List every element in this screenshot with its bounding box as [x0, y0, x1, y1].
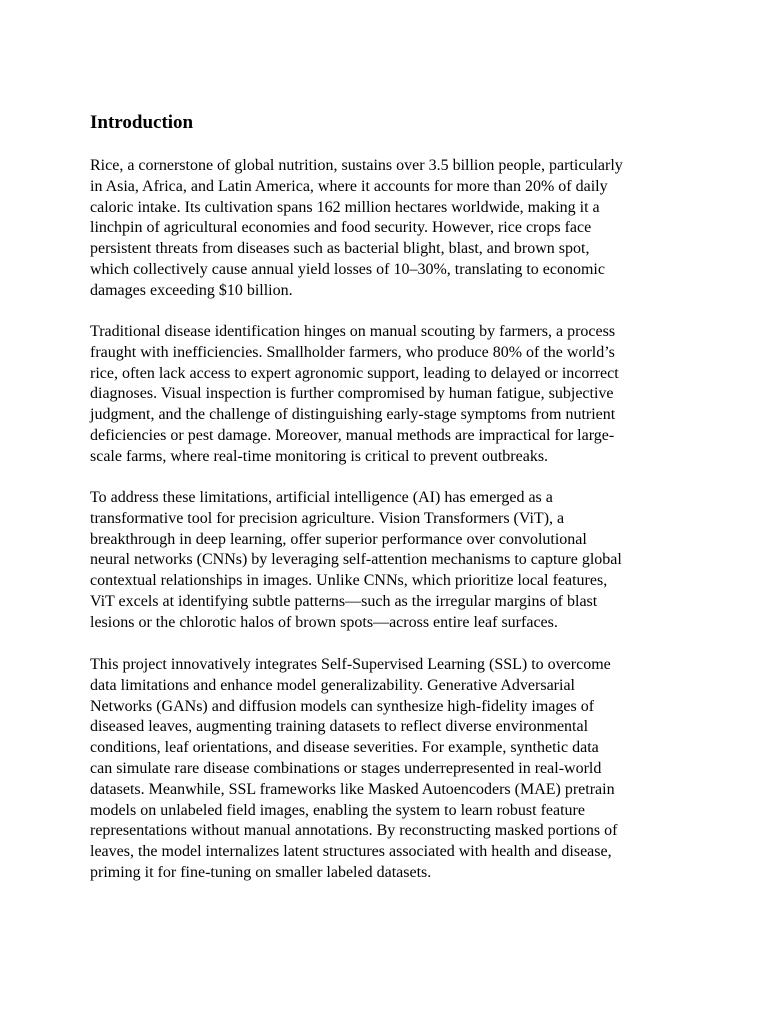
text-line: contextual relationships in images. Unlike CNNs, which prioritize local features, — [90, 572, 608, 590]
text-line: neural networks (CNNs) by leveraging self-attention mechanisms to capture global — [90, 551, 622, 569]
text-line: Rice, a cornerstone of global nutrition, sustains over 3.5 billion people, particularly — [90, 157, 623, 174]
text-line: persistent threats from diseases such as bacterial blight, blast, and brown spot, — [90, 240, 590, 258]
paragraph-3 — [90, 488, 622, 634]
text-line: deficiencies or pest damage. Moreover, manual methods are impractical for large- — [90, 426, 615, 444]
paragraph-1 — [90, 156, 623, 302]
text-line: which collectively cause annual yield losses of 10–30%, translating to economic — [90, 260, 605, 278]
text-line: Traditional disease identification hinges on manual scouting by farmers, a process — [90, 323, 616, 340]
text-line: ViT excels at identifying subtle patterns—such as the irregular margins of blast — [90, 592, 598, 610]
text-line: in Asia, Africa, and Latin America, where it accounts for more than 20% of daily — [90, 177, 608, 195]
text-line: models on unlabeled field images, enabling the system to learn robust feature — [90, 801, 585, 819]
text-line: datasets. Meanwhile, SSL frameworks like Masked Autoencoders (MAE) pretrain — [90, 780, 615, 798]
text-line: linchpin of agricultural economies and food security. However, rice crops face — [90, 219, 592, 237]
text-line: Networks (GANs) and diffusion models can synthesize high-fidelity images of — [90, 697, 595, 715]
text-line: transformative tool for precision agriculture. Vision Transformers (ViT), a — [90, 509, 565, 527]
section-heading: Introduction — [90, 112, 194, 133]
text-line: can simulate rare disease combinations or stages underrepresented in real-world — [90, 759, 602, 777]
text-line: breakthrough in deep learning, offer superior performance over convolutional — [90, 530, 587, 548]
text-line: data limitations and enhance model generalizability. Generative Adversarial — [90, 676, 575, 694]
text-line: diseased leaves, augmenting training datasets to reflect diverse environmental — [90, 718, 589, 736]
text-line: To address these limitations, artificial intelligence (AI) has emerged as a — [90, 489, 553, 506]
paragraph-2 — [90, 322, 619, 468]
text-line: damages exceeding $10 billion. — [90, 281, 293, 299]
text-line: rice, often lack access to expert agronomic support, leading to delayed or incorrect — [90, 364, 619, 382]
text-line: priming it for fine-tuning on smaller labeled datasets. — [90, 863, 432, 881]
text-line: scale farms, where real-time monitoring is critical to prevent outbreaks. — [90, 447, 549, 465]
text-line: lesions or the chlorotic halos of brown spots—across entire leaf surfaces. — [90, 613, 558, 631]
text-line: This project innovatively integrates Self-Supervised Learning (SSL) to overcome — [90, 656, 611, 673]
text-line: conditions, leaf orientations, and disease severities. For example, synthetic data — [90, 739, 599, 757]
text-line: diagnoses. Visual inspection is further compromised by human fatigue, subjective — [90, 385, 614, 403]
text-line: judgment, and the challenge of distinguishing early-stage symptoms from nutrient — [90, 406, 616, 424]
text-line: representations without manual annotations. By reconstructing masked portions of — [90, 822, 618, 840]
text-line: fraught with inefficiencies. Smallholder farmers, who produce 80% of the world’s — [90, 343, 615, 361]
text-line: leaves, the model internalizes latent structures associated with health and disease, — [90, 843, 612, 861]
paragraph-4 — [90, 655, 617, 884]
text-line: caloric intake. Its cultivation spans 162 million hectares worldwide, making it a — [90, 198, 600, 216]
